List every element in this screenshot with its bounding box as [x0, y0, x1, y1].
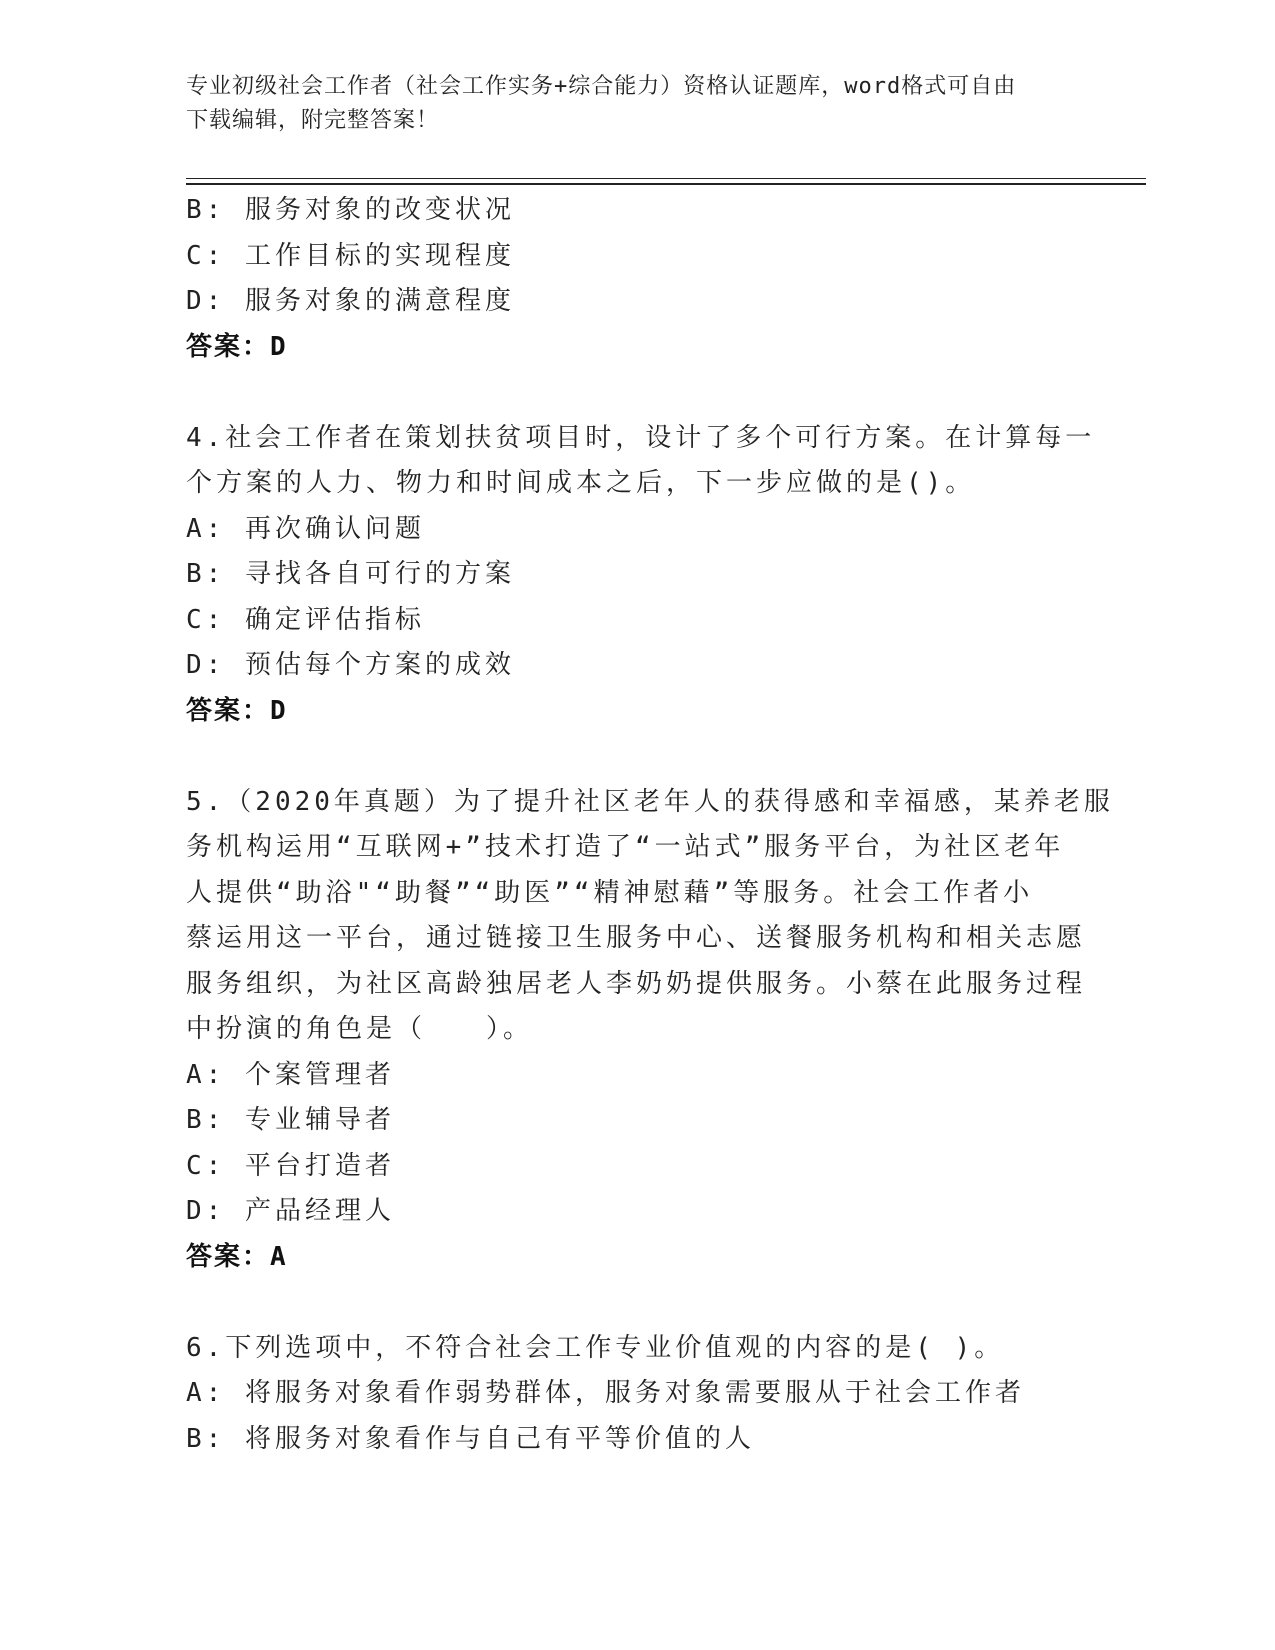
option-d: D: 产品经理人	[186, 1196, 395, 1226]
question-3-tail	[186, 188, 1086, 370]
document-header	[186, 70, 1086, 138]
question-content	[186, 188, 1114, 1462]
option-c: C: 平台打造者	[186, 1150, 395, 1181]
option-d: D: 服务对象的满意程度	[186, 286, 515, 316]
option-c: C: 确定评估指标	[186, 604, 425, 635]
option-b: B: 将服务对象看作与自己有平等价值的人	[186, 1423, 755, 1454]
spacer	[186, 734, 1086, 780]
option-a: A: 将服务对象看作弱势群体，服务对象需要服从于社会工作者	[186, 1378, 1025, 1408]
question-4	[186, 416, 1096, 735]
header-divider-thin	[186, 178, 1146, 179]
header-line-1: 专业初级社会工作者（社会工作实务+综合能力）资格认证题库，word格式可自由	[186, 74, 1017, 99]
question-5	[186, 780, 1114, 1281]
question-stem	[186, 780, 1114, 1053]
spacer	[186, 1280, 1086, 1326]
question-6	[186, 1326, 1086, 1463]
question-stem	[186, 1326, 1086, 1372]
option-d: D: 预估每个方案的成效	[186, 650, 515, 680]
stem-line: 4.社会工作者在策划扶贫项目时，设计了多个可行方案。在计算每一	[186, 422, 1096, 453]
option-b: B: 专业辅导者	[186, 1105, 395, 1135]
answer: 答案：A	[186, 1241, 288, 1272]
stem-line: 个方案的人力、物力和时间成本之后，下一步应做的是()。	[186, 468, 976, 498]
option-a: A: 个案管理者	[186, 1059, 395, 1090]
option-a: A: 再次确认问题	[186, 513, 425, 544]
question-stem	[186, 416, 1096, 507]
option-c: C: 工作目标的实现程度	[186, 240, 515, 271]
stem-line: 服务组织，为社区高龄独居老人李奶奶提供服务。小蔡在此服务过程	[186, 968, 1087, 999]
stem-line: 5.（2020年真题）为了提升社区老年人的获得感和幸福感，某养老服	[186, 786, 1114, 817]
option-b: B: 服务对象的改变状况	[186, 195, 515, 225]
stem-line: 6.下列选项中，不符合社会工作专业价值观的内容的是( )。	[186, 1332, 1005, 1363]
stem-line: 人提供“助浴"“助餐”“助医”“精神慰藉”等服务。社会工作者小	[186, 877, 1034, 908]
stem-line: 务机构运用“互联网+”技术打造了“一站式”服务平台，为社区老年	[186, 832, 1065, 862]
stem-line: 蔡运用这一平台，通过链接卫生服务中心、送餐服务机构和相关志愿	[186, 923, 1087, 953]
header-divider-thick	[186, 183, 1146, 185]
stem-line: 中扮演的角色是（ ）。	[186, 1014, 534, 1044]
header-line-2: 下载编辑，附完整答案！	[186, 108, 440, 133]
answer: 答案：D	[186, 331, 288, 362]
spacer	[186, 370, 1086, 416]
answer: 答案：D	[186, 695, 288, 726]
option-b: B: 寻找各自可行的方案	[186, 559, 515, 589]
